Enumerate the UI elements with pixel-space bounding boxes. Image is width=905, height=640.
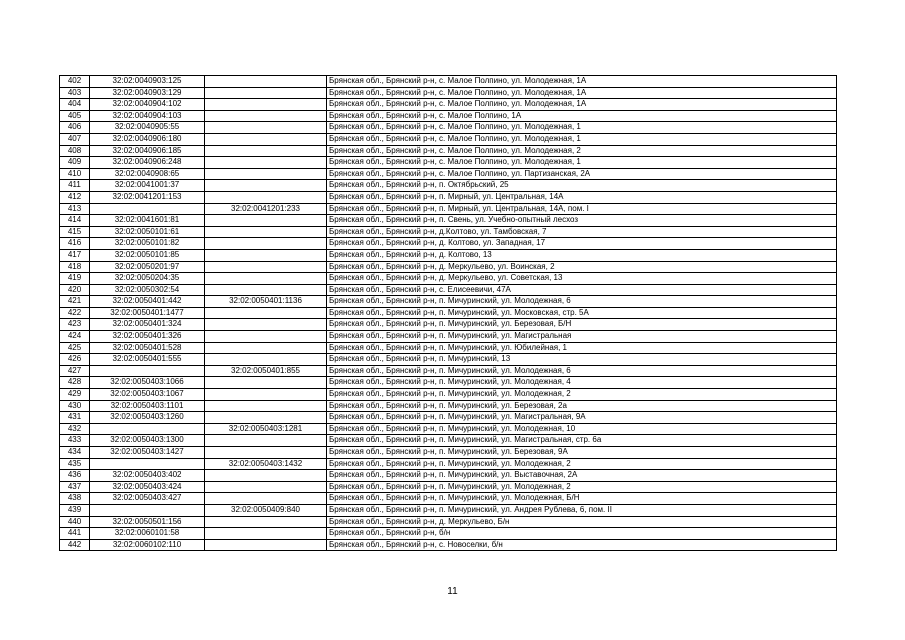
row-number-cell: 410 xyxy=(60,168,90,180)
related-cadastral-number-cell xyxy=(205,481,327,493)
table-row xyxy=(60,191,837,203)
address-cell: Брянская обл., Брянский р-н, п. Мичуринский, ул. Выставочная, 2А xyxy=(327,470,837,482)
row-number-cell: 433 xyxy=(60,435,90,447)
cadastral-number-cell: 32:02:0040904:103 xyxy=(90,110,205,122)
row-number-cell: 426 xyxy=(60,354,90,366)
related-cadastral-number-cell xyxy=(205,342,327,354)
table-row xyxy=(60,365,837,377)
address-cell: Брянская обл., Брянский р-н, д. Колтово, 13 xyxy=(327,249,837,261)
related-cadastral-number-cell xyxy=(205,215,327,227)
table-row xyxy=(60,435,837,447)
cadastral-number-cell: 32:02:0050401:528 xyxy=(90,342,205,354)
address-cell: Брянская обл., Брянский р-н, с. Малое Полпино, ул. Молодежная, 1А xyxy=(327,99,837,111)
related-cadastral-number-cell xyxy=(205,110,327,122)
address-cell: Брянская обл., Брянский р-н, п. Мичуринский, ул. Молодежная, 2 xyxy=(327,389,837,401)
cadastral-number-cell: 32:02:0050401:324 xyxy=(90,319,205,331)
address-cell: Брянская обл., Брянский р-н, с. Малое Полпино, 1А xyxy=(327,110,837,122)
address-cell: Брянская обл., Брянский р-н, с. Малое Полпино, ул. Молодежная, 2 xyxy=(327,145,837,157)
address-cell: Брянская обл., Брянский р-н, п. Мичуринский, ул. Магистральная, стр. 6а xyxy=(327,435,837,447)
row-number-cell: 416 xyxy=(60,238,90,250)
related-cadastral-number-cell xyxy=(205,319,327,331)
related-cadastral-number-cell xyxy=(205,226,327,238)
row-number-cell: 437 xyxy=(60,481,90,493)
row-number-cell: 421 xyxy=(60,296,90,308)
address-cell: Брянская обл., Брянский р-н, п. Мичуринский, ул. Юбилейная, 1 xyxy=(327,342,837,354)
row-number-cell: 434 xyxy=(60,447,90,459)
row-number-cell: 429 xyxy=(60,389,90,401)
table-row xyxy=(60,412,837,424)
table-row xyxy=(60,99,837,111)
row-number-cell: 422 xyxy=(60,307,90,319)
table-row xyxy=(60,516,837,528)
related-cadastral-number-cell xyxy=(205,528,327,540)
row-number-cell: 417 xyxy=(60,249,90,261)
address-cell: Брянская обл., Брянский р-н, п. Мичуринский, ул. Березовая, Б/Н xyxy=(327,319,837,331)
row-number-cell: 438 xyxy=(60,493,90,505)
address-cell: Брянская обл., Брянский р-н, с. Малое Полпино, ул. Молодежная, 1 xyxy=(327,133,837,145)
cadastral-number-cell: 32:02:0050403:424 xyxy=(90,481,205,493)
related-cadastral-number-cell xyxy=(205,539,327,551)
related-cadastral-number-cell xyxy=(205,516,327,528)
row-number-cell: 432 xyxy=(60,423,90,435)
related-cadastral-number-cell xyxy=(205,191,327,203)
related-cadastral-number-cell: 32:02:0050409:840 xyxy=(205,504,327,516)
row-number-cell: 439 xyxy=(60,504,90,516)
related-cadastral-number-cell xyxy=(205,261,327,273)
row-number-cell: 427 xyxy=(60,365,90,377)
related-cadastral-number-cell xyxy=(205,122,327,134)
cadastral-number-cell: 32:02:0050101:85 xyxy=(90,249,205,261)
row-number-cell: 419 xyxy=(60,273,90,285)
cadastral-number-cell: 32:02:0041201:153 xyxy=(90,191,205,203)
table-row xyxy=(60,389,837,401)
table-row xyxy=(60,157,837,169)
row-number-cell: 408 xyxy=(60,145,90,157)
related-cadastral-number-cell xyxy=(205,447,327,459)
related-cadastral-number-cell xyxy=(205,87,327,99)
table-row xyxy=(60,307,837,319)
cadastral-number-cell xyxy=(90,458,205,470)
cadastral-number-cell: 32:02:0060101:58 xyxy=(90,528,205,540)
row-number-cell: 411 xyxy=(60,180,90,192)
table-row xyxy=(60,400,837,412)
row-number-cell: 404 xyxy=(60,99,90,111)
row-number-cell: 413 xyxy=(60,203,90,215)
cadastral-number-cell: 32:02:0050403:1427 xyxy=(90,447,205,459)
table-row xyxy=(60,331,837,343)
row-number-cell: 414 xyxy=(60,215,90,227)
related-cadastral-number-cell: 32:02:0041201:233 xyxy=(205,203,327,215)
cadastral-number-cell: 32:02:0040908:65 xyxy=(90,168,205,180)
table-row xyxy=(60,377,837,389)
address-cell: Брянская обл., Брянский р-н, п. Мичуринский, ул. Молодежная, 4 xyxy=(327,377,837,389)
related-cadastral-number-cell xyxy=(205,76,327,88)
address-cell: Брянская обл., Брянский р-н, п. Мичуринский, ул. Молодежная, 10 xyxy=(327,423,837,435)
address-cell: Брянская обл., Брянский р-н, п. Мичуринский, ул. Молодежная, 2 xyxy=(327,481,837,493)
cadastral-number-cell: 32:02:0050401:555 xyxy=(90,354,205,366)
table-row xyxy=(60,76,837,88)
related-cadastral-number-cell xyxy=(205,412,327,424)
table-row xyxy=(60,110,837,122)
table-row xyxy=(60,470,837,482)
table-row xyxy=(60,504,837,516)
row-number-cell: 441 xyxy=(60,528,90,540)
related-cadastral-number-cell xyxy=(205,273,327,285)
cadastral-number-cell: 32:02:0040906:248 xyxy=(90,157,205,169)
related-cadastral-number-cell xyxy=(205,145,327,157)
row-number-cell: 424 xyxy=(60,331,90,343)
address-cell: Брянская обл., Брянский р-н, с. Новоселки, б/н xyxy=(327,539,837,551)
cadastral-number-cell xyxy=(90,365,205,377)
address-cell: Брянская обл., Брянский р-н, п. Мичуринский, ул. Молодежная, Б/Н xyxy=(327,493,837,505)
cadastral-number-cell xyxy=(90,203,205,215)
related-cadastral-number-cell xyxy=(205,249,327,261)
address-cell: Брянская обл., Брянский р-н, п. Октябрьский, 25 xyxy=(327,180,837,192)
related-cadastral-number-cell xyxy=(205,157,327,169)
address-cell: Брянская обл., Брянский р-н, с. Малое Полпино, ул. Партизанская, 2А xyxy=(327,168,837,180)
row-number-cell: 430 xyxy=(60,400,90,412)
row-number-cell: 420 xyxy=(60,284,90,296)
table-row xyxy=(60,493,837,505)
table-row xyxy=(60,203,837,215)
address-cell: Брянская обл., Брянский р-н, п. Мирный, ул. Центральная, 14А, пом. I xyxy=(327,203,837,215)
cadastral-number-cell: 32:02:0050401:1477 xyxy=(90,307,205,319)
cadastral-number-cell xyxy=(90,504,205,516)
table-row xyxy=(60,168,837,180)
table-row xyxy=(60,122,837,134)
related-cadastral-number-cell: 32:02:0050401:855 xyxy=(205,365,327,377)
table-row xyxy=(60,273,837,285)
address-cell: Брянская обл., Брянский р-н, д. Меркульево, Б/н xyxy=(327,516,837,528)
table-row xyxy=(60,249,837,261)
address-cell: Брянская обл., Брянский р-н, д.Колтово, ул. Тамбовская, 7 xyxy=(327,226,837,238)
cadastral-number-cell xyxy=(90,423,205,435)
row-number-cell: 415 xyxy=(60,226,90,238)
row-number-cell: 407 xyxy=(60,133,90,145)
row-number-cell: 402 xyxy=(60,76,90,88)
cadastral-number-cell: 32:02:0050403:1260 xyxy=(90,412,205,424)
table-row xyxy=(60,215,837,227)
cadastral-number-cell: 32:02:0060102:110 xyxy=(90,539,205,551)
address-cell: Брянская обл., Брянский р-н, с. Малое Полпино, ул. Молодежная, 1 xyxy=(327,157,837,169)
cadastral-number-cell: 32:02:0050101:61 xyxy=(90,226,205,238)
address-cell: Брянская обл., Брянский р-н, п. Мичуринский, ул. Молодежная, 6 xyxy=(327,296,837,308)
table-row xyxy=(60,458,837,470)
related-cadastral-number-cell: 32:02:0050401:1136 xyxy=(205,296,327,308)
row-number-cell: 403 xyxy=(60,87,90,99)
table-row xyxy=(60,238,837,250)
page-number: 11 xyxy=(447,586,458,597)
row-number-cell: 428 xyxy=(60,377,90,389)
table-row xyxy=(60,296,837,308)
table-row xyxy=(60,261,837,273)
address-cell: Брянская обл., Брянский р-н, п. Мичуринский, ул. Березовая, 9А xyxy=(327,447,837,459)
related-cadastral-number-cell xyxy=(205,435,327,447)
table-row xyxy=(60,481,837,493)
address-cell: Брянская обл., Брянский р-н, д. Меркульево, ул. Советская, 13 xyxy=(327,273,837,285)
cadastral-number-cell: 32:02:0050403:1067 xyxy=(90,389,205,401)
row-number-cell: 409 xyxy=(60,157,90,169)
cadastral-number-cell: 32:02:0050201:97 xyxy=(90,261,205,273)
row-number-cell: 405 xyxy=(60,110,90,122)
cadastral-number-cell: 32:02:0050302:54 xyxy=(90,284,205,296)
related-cadastral-number-cell: 32:02:0050403:1281 xyxy=(205,423,327,435)
cadastral-number-cell: 32:02:0050501:156 xyxy=(90,516,205,528)
row-number-cell: 440 xyxy=(60,516,90,528)
address-cell: Брянская обл., Брянский р-н, п. Мичуринский, ул. Андрея Рублева, 6, пом. II xyxy=(327,504,837,516)
address-cell: Брянская обл., Брянский р-н, п. Мичуринский, ул. Московская, стр. 5А xyxy=(327,307,837,319)
address-cell: Брянская обл., Брянский р-н, д. Меркульево, ул. Воинская, 2 xyxy=(327,261,837,273)
table-row xyxy=(60,87,837,99)
cadastral-number-cell: 32:02:0040905:55 xyxy=(90,122,205,134)
cadastral-number-cell: 32:02:0050403:1101 xyxy=(90,400,205,412)
row-number-cell: 442 xyxy=(60,539,90,551)
table-row xyxy=(60,180,837,192)
address-cell: Брянская обл., Брянский р-н, с. Малое Полпино, ул. Молодежная, 1 xyxy=(327,122,837,134)
cadastral-number-cell: 32:02:0040906:185 xyxy=(90,145,205,157)
cadastral-number-cell: 32:02:0041601:81 xyxy=(90,215,205,227)
cadastral-number-cell: 32:02:0050401:326 xyxy=(90,331,205,343)
address-cell: Брянская обл., Брянский р-н, п. Мирный, ул. Центральная, 14А xyxy=(327,191,837,203)
table-row xyxy=(60,319,837,331)
row-number-cell: 418 xyxy=(60,261,90,273)
related-cadastral-number-cell xyxy=(205,470,327,482)
related-cadastral-number-cell xyxy=(205,354,327,366)
table-row xyxy=(60,447,837,459)
address-cell: Брянская обл., Брянский р-н, п. Свень, ул. Учебно-опытный лесхоз xyxy=(327,215,837,227)
registry-table xyxy=(59,75,837,551)
related-cadastral-number-cell xyxy=(205,180,327,192)
address-cell: Брянская обл., Брянский р-н, п. Мичуринский, 13 xyxy=(327,354,837,366)
cadastral-number-cell: 32:02:0040903:129 xyxy=(90,87,205,99)
address-cell: Брянская обл., Брянский р-н, п. Мичуринский, ул. Березовая, 2а xyxy=(327,400,837,412)
row-number-cell: 406 xyxy=(60,122,90,134)
address-cell: Брянская обл., Брянский р-н, с. Елисеевичи, 47А xyxy=(327,284,837,296)
row-number-cell: 423 xyxy=(60,319,90,331)
table-row xyxy=(60,539,837,551)
address-cell: Брянская обл., Брянский р-н, д. Колтово, ул. Западная, 17 xyxy=(327,238,837,250)
table-row xyxy=(60,423,837,435)
address-cell: Брянская обл., Брянский р-н, п. Мичуринский, ул. Магистральная xyxy=(327,331,837,343)
related-cadastral-number-cell xyxy=(205,168,327,180)
related-cadastral-number-cell: 32:02:0050403:1432 xyxy=(205,458,327,470)
cadastral-number-cell: 32:02:0050401:442 xyxy=(90,296,205,308)
address-cell: Брянская обл., Брянский р-н, с. Малое Полпино, ул. Молодежная, 1А xyxy=(327,76,837,88)
row-number-cell: 412 xyxy=(60,191,90,203)
table-row xyxy=(60,284,837,296)
cadastral-number-cell: 32:02:0040903:125 xyxy=(90,76,205,88)
table-row xyxy=(60,342,837,354)
related-cadastral-number-cell xyxy=(205,238,327,250)
cadastral-number-cell: 32:02:0050403:402 xyxy=(90,470,205,482)
row-number-cell: 431 xyxy=(60,412,90,424)
related-cadastral-number-cell xyxy=(205,133,327,145)
row-number-cell: 435 xyxy=(60,458,90,470)
row-number-cell: 425 xyxy=(60,342,90,354)
row-number-cell: 436 xyxy=(60,470,90,482)
related-cadastral-number-cell xyxy=(205,389,327,401)
related-cadastral-number-cell xyxy=(205,493,327,505)
table-row xyxy=(60,354,837,366)
address-cell: Брянская обл., Брянский р-н, с. Малое Полпино, ул. Молодежная, 1А xyxy=(327,87,837,99)
table-row xyxy=(60,528,837,540)
table-row xyxy=(60,145,837,157)
cadastral-number-cell: 32:02:0040904:102 xyxy=(90,99,205,111)
address-cell: Брянская обл., Брянский р-н, б/н xyxy=(327,528,837,540)
related-cadastral-number-cell xyxy=(205,331,327,343)
address-cell: Брянская обл., Брянский р-н, п. Мичуринский, ул. Молодежная, 6 xyxy=(327,365,837,377)
cadastral-number-cell: 32:02:0041001:37 xyxy=(90,180,205,192)
related-cadastral-number-cell xyxy=(205,307,327,319)
cadastral-number-cell: 32:02:0040906:180 xyxy=(90,133,205,145)
cadastral-number-cell: 32:02:0050403:1300 xyxy=(90,435,205,447)
address-cell: Брянская обл., Брянский р-н, п. Мичуринский, ул. Молодежная, 2 xyxy=(327,458,837,470)
related-cadastral-number-cell xyxy=(205,377,327,389)
table-row xyxy=(60,226,837,238)
address-cell: Брянская обл., Брянский р-н, п. Мичуринский, ул. Магистральная, 9А xyxy=(327,412,837,424)
table-row xyxy=(60,133,837,145)
related-cadastral-number-cell xyxy=(205,400,327,412)
cadastral-number-cell: 32:02:0050101:82 xyxy=(90,238,205,250)
cadastral-number-cell: 32:02:0050403:1066 xyxy=(90,377,205,389)
cadastral-number-cell: 32:02:0050403:427 xyxy=(90,493,205,505)
related-cadastral-number-cell xyxy=(205,99,327,111)
related-cadastral-number-cell xyxy=(205,284,327,296)
cadastral-number-cell: 32:02:0050204:35 xyxy=(90,273,205,285)
registry-table-body xyxy=(60,76,837,551)
